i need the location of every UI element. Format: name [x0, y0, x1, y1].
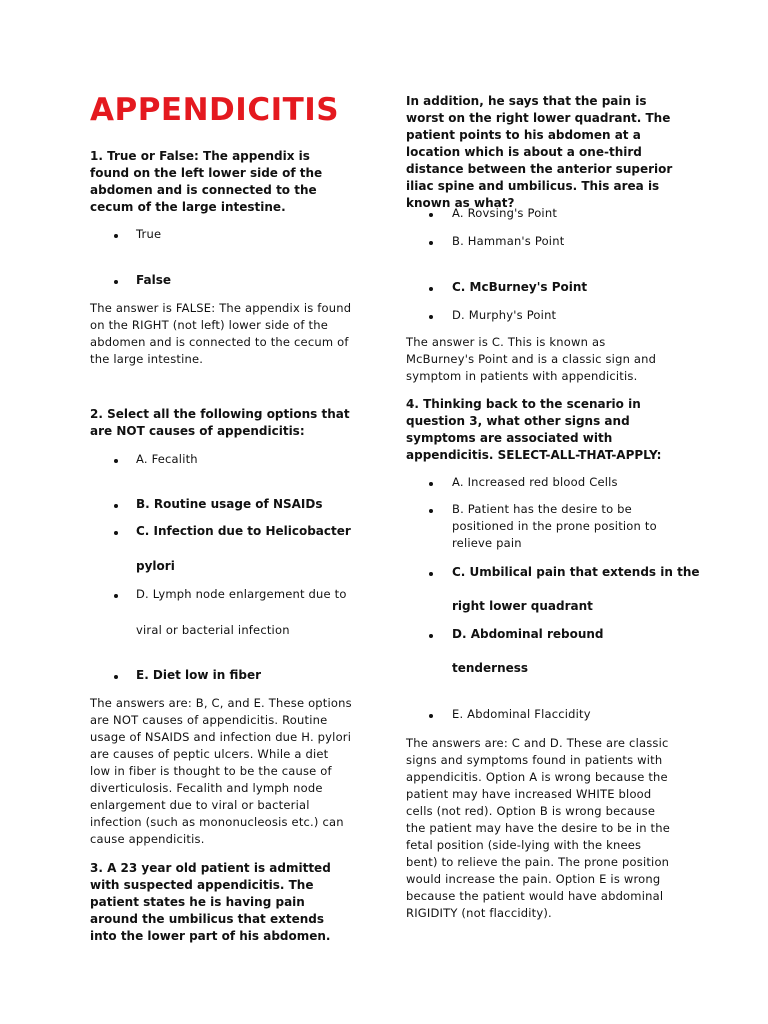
bullet-icon	[114, 594, 118, 598]
q2-option-c-cont: pylori	[136, 559, 175, 573]
bullet-icon	[114, 531, 118, 535]
bullet-icon	[114, 675, 118, 679]
bullet-icon	[114, 504, 118, 508]
q4-option-a: A. Increased red blood Cells	[452, 475, 618, 489]
q3-answer: The answer is C. This is known as McBurney's Point and is a classic sign and symptom in patients with appendicitis.	[406, 335, 657, 383]
bullet-icon	[114, 234, 118, 238]
q1-option-false: False	[136, 273, 171, 287]
bullet-icon	[429, 287, 433, 291]
question-3-continued: In addition, he says that the pain is worst on the right lower quadrant. The patient points to his abdomen at a location which is about a one-third distance between the anterior superior iliac spine and umbilicus. This area is known as what?	[406, 94, 673, 210]
q4-answer: The answers are: C and D. These are classic signs and symptoms found in patients with appendicitis. Option A is wrong because the patient may have increased WHITE blood cells (not red). Option B is wrong because the patient may have the desire to be in the fetal position (side-lying with the knees bent) to relieve the pain. The prone position would increase the pain. Option E is wrong because the patient would have abdominal RIGIDITY (not flaccidity).	[406, 736, 671, 920]
q2-option-b: B. Routine usage of NSAIDs	[136, 497, 323, 511]
q2-option-d: D. Lymph node enlargement due to	[136, 587, 347, 601]
q3-option-d: D. Murphy's Point	[452, 308, 557, 322]
question-1: 1. True or False: The appendix is found on the left lower side of the abdomen and is connected to the cecum of the large intestine.	[90, 149, 323, 214]
bullet-icon	[429, 482, 433, 486]
question-4: 4. Thinking back to the scenario in question 3, what other signs and symptoms are associated with appendicitis. SELECT-ALL-THAT-APPLY:	[406, 397, 662, 462]
q2-option-c: C. Infection due to Helicobacter	[136, 524, 351, 538]
bullet-icon	[429, 714, 433, 718]
q1-answer: The answer is FALSE: The appendix is found on the RIGHT (not left) lower side of the abdomen and is connected to the cecum of the large intestine.	[90, 301, 352, 366]
q4-option-b: B. Patient has the desire to be positioned in the prone position to relieve pain	[452, 502, 657, 550]
q3-option-c: C. McBurney's Point	[452, 280, 588, 294]
question-2: 2. Select all the following options that are NOT causes of appendicitis:	[90, 407, 350, 438]
q4-option-c-cont: right lower quadrant	[452, 599, 593, 613]
q1-option-true: True	[136, 227, 162, 241]
q2-option-a: A. Fecalith	[136, 452, 198, 466]
bullet-icon	[429, 315, 433, 319]
q2-answer: The answers are: B, C, and E. These options are NOT causes of appendicitis. Routine usage of NSAIDS and infection due H. pylori are causes of peptic ulcers. While a diet low in fiber is thought to be the cause of diverticulosis. Fecalith and lymph node enlargement due to viral or bacterial infection (such as mononucleosis etc.) can cause appendicitis.	[90, 696, 352, 846]
q2-option-d-cont: viral or bacterial infection	[136, 623, 290, 637]
q2-option-e: E. Diet low in fiber	[136, 668, 262, 682]
q4-option-d-cont: tenderness	[452, 661, 529, 675]
bullet-icon	[429, 213, 433, 217]
bullet-icon	[429, 572, 433, 576]
q4-option-e: E. Abdominal Flaccidity	[452, 707, 591, 721]
question-3: 3. A 23 year old patient is admitted with suspected appendicitis. The patient states he is having pain around the umbilicus that extends into the lower part of his abdomen.	[90, 861, 331, 943]
q3-option-a: A. Rovsing's Point	[452, 206, 558, 220]
page-title: APPENDICITIS	[90, 92, 340, 128]
q3-option-b: B. Hamman's Point	[452, 234, 565, 248]
bullet-icon	[429, 509, 433, 513]
bullet-icon	[114, 459, 118, 463]
bullet-icon	[429, 634, 433, 638]
q4-option-d: D. Abdominal rebound	[452, 627, 604, 641]
bullet-icon	[429, 241, 433, 245]
bullet-icon	[114, 280, 118, 284]
q4-option-c: C. Umbilical pain that extends in the	[452, 565, 700, 579]
